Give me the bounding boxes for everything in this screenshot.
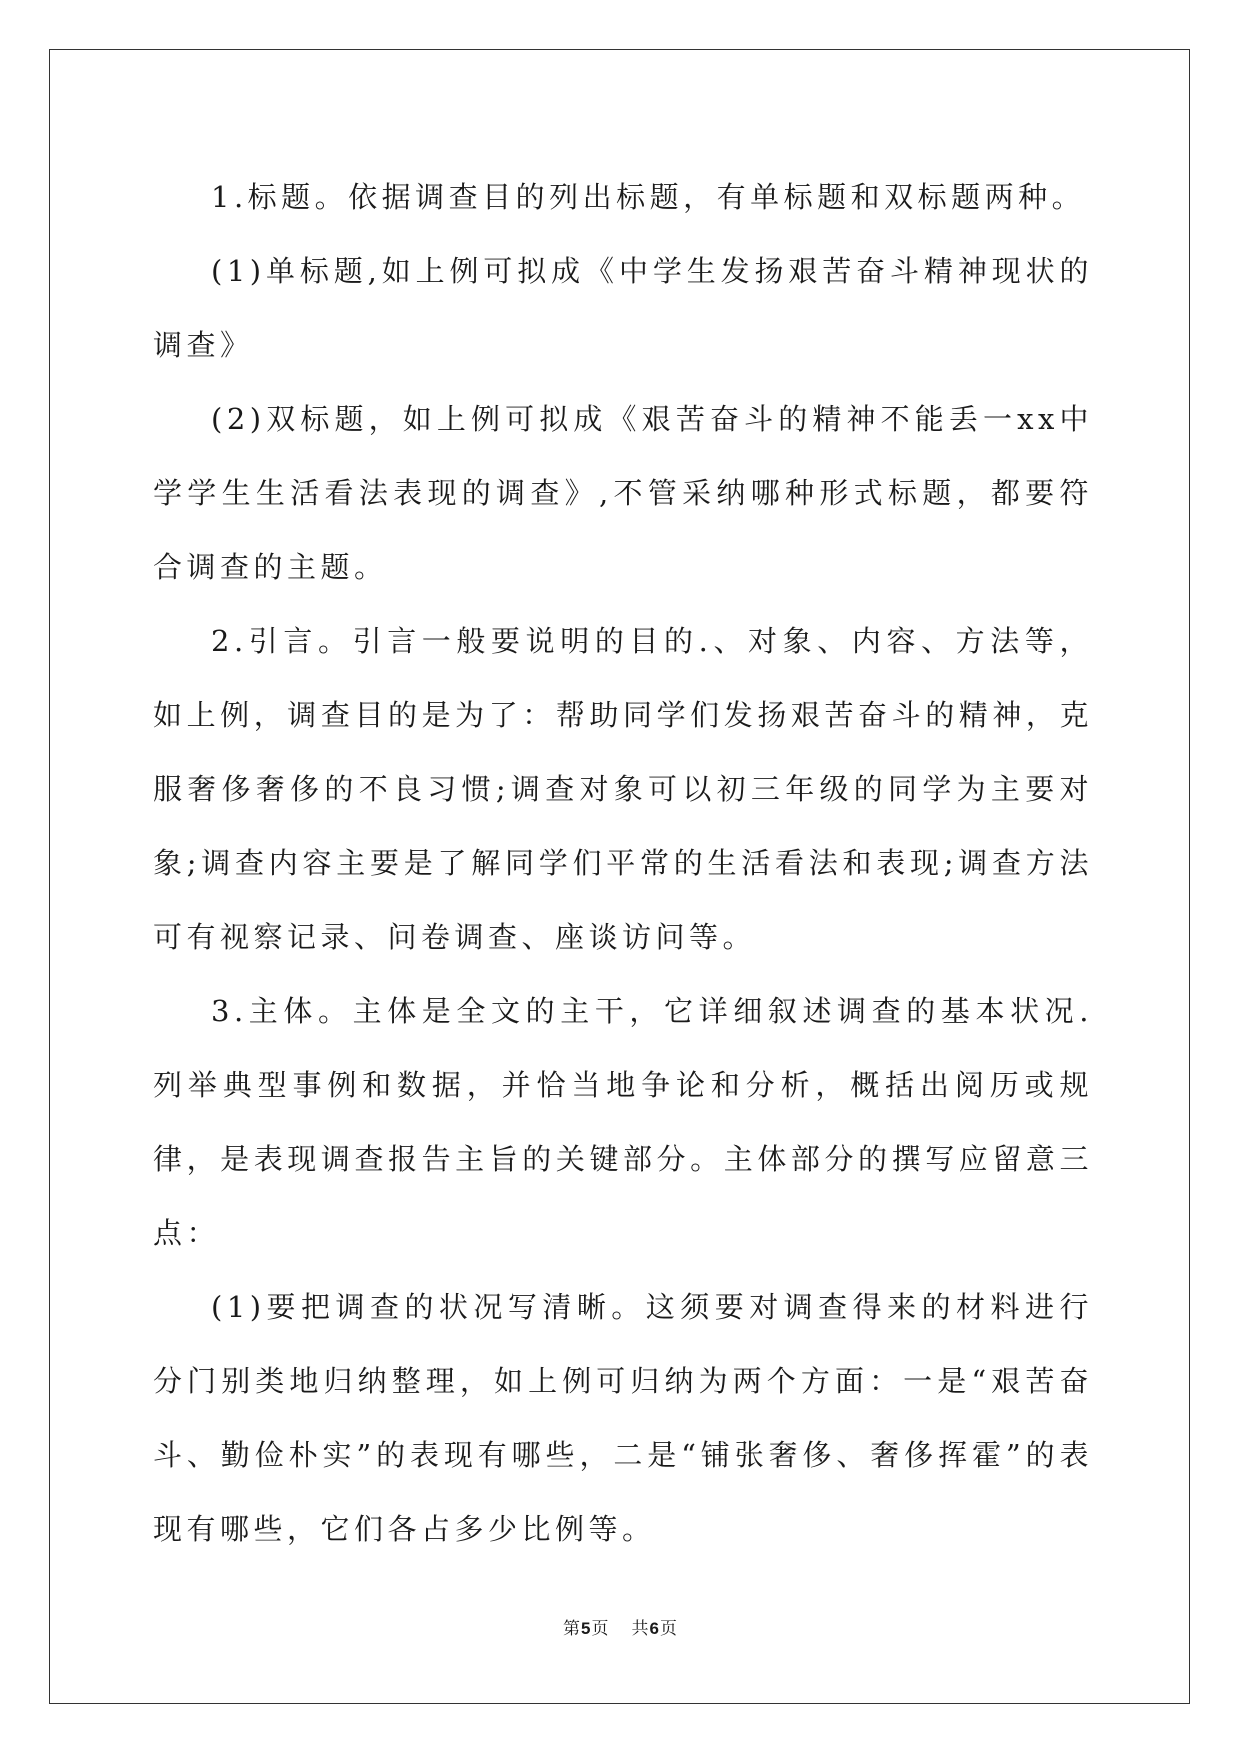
page-prefix: 第: [563, 1619, 582, 1639]
total-pages-number: 6: [649, 1619, 660, 1638]
page-footer: [0, 1614, 1241, 1639]
document-body: [153, 160, 1093, 1566]
total-suffix: 页: [659, 1619, 678, 1639]
total-prefix: 共: [631, 1619, 650, 1639]
paragraph-introduction: 2.引言。引言一般要说明的目的.、对象、内容、方法等，如上例，调查目的是为了：帮助同学们发扬艰苦奋斗的精神，克服奢侈奢侈的不良习惯;调查对象可以初三年级的同学为主要对象;调查内容主要是了解同学们平常的生活看法和表现;调查方法可有视察记录、问卷调查、座谈访问等。: [153, 624, 1093, 954]
paragraph-title-section: 1.标题。依据调查目的列出标题，有单标题和双标题两种。: [211, 180, 1086, 214]
paragraph-double-title: (2)双标题，如上例可拟成《艰苦奋斗的精神不能丢一xx中学学生生活看法表现的调查》,不管采纳哪种形式标题，都要符合调查的主题。: [153, 402, 1093, 584]
paragraph-main-body: 3.主体。主体是全文的主干，它详细叙述调查的基本状况.列举典型事例和数据，并恰当地争论和分析，概括出阅历或规律，是表现调查报告主旨的关键部分。主体部分的撰写应留意三点：: [153, 994, 1093, 1250]
paragraph-single-title: (1)单标题,如上例可拟成《中学生发扬艰苦奋斗精神现状的调查》: [153, 254, 1093, 362]
page-suffix: 页: [591, 1619, 610, 1639]
current-page-number: 5: [581, 1619, 592, 1638]
paragraph-point-one: (1)要把调查的状况写清晰。这须要对调查得来的材料进行分门别类地归纳整理，如上例可归纳为两个方面：一是“艰苦奋斗、勤俭朴实”的表现有哪些，二是“铺张奢侈、奢侈挥霍”的表现有哪些，它们各占多少比例等。: [153, 1290, 1093, 1546]
